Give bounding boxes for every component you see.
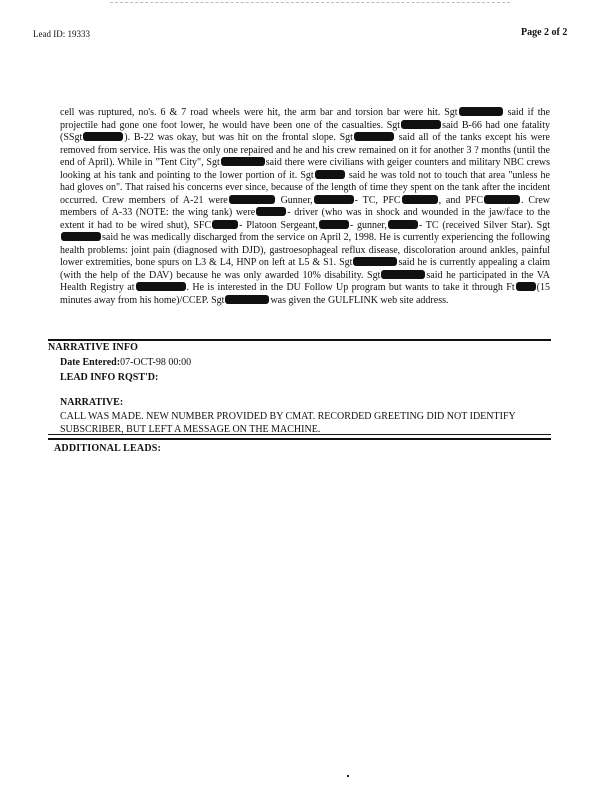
text-segment: said he participated in the VA Health Registry at [60, 269, 550, 293]
section-rule [48, 438, 551, 440]
narrative-label: NARRATIVE: [60, 397, 124, 408]
text-segment: - TC (received Silver Star). Sgt [418, 219, 551, 231]
section-rule [48, 339, 551, 341]
redaction-bar [315, 170, 345, 179]
redaction-bar [388, 220, 418, 229]
text-segment: ). B-22 was okay, but was hit on the frontal slope. Sgt [124, 132, 353, 143]
text-segment: said if the projectile had gone one foot lower, he would have been one of the casualties. Sgt [60, 107, 550, 131]
text-segment: . Crew members of A-33 (NOTE: the wing tank) were [60, 194, 550, 218]
text-segment: cell was ruptured, no's. 6 & 7 road wheels were hit, the arm bar and torsion bar were hit. Sgt [60, 107, 458, 118]
redaction-bar [319, 220, 349, 229]
page-number: Page 2 of 2 [521, 27, 568, 38]
text-segment: - Platoon Sergeant, [239, 219, 318, 231]
redaction-bar [401, 120, 441, 129]
text-segment: said B-66 had one fatality (SSgt [60, 119, 550, 143]
section-rule-thin [48, 434, 551, 435]
lead-body-text [60, 107, 550, 307]
text-segment: Gunner, [275, 194, 313, 206]
redaction-bar [136, 282, 186, 291]
redaction-bar [354, 132, 394, 141]
narrative-info-heading: NARRATIVE INFO [48, 342, 139, 353]
text-segment: said he was told not to touch that area "unless he had gloves on". That raised his concerns ever since, because of the length of time they spent on the tank after the incident occurred. Crew members of A-21 were [60, 169, 550, 206]
redaction-bar [256, 207, 286, 216]
text-segment: - gunner, [349, 219, 387, 231]
redaction-bar [516, 282, 536, 291]
top-edge-line [110, 2, 510, 3]
text-segment: said he is currently appealing a claim (with the help of the DAV) because he was only awarded 10% disability. Sgt [60, 257, 550, 281]
redaction-bar [221, 157, 265, 166]
redaction-bar [381, 270, 425, 279]
date-entered-field [60, 357, 191, 368]
redaction-bar [61, 232, 101, 241]
narrative-text: CALL WAS MADE. NEW NUMBER PROVIDED BY CMAT. RECORDED GREETING DID NOT IDENTIFY SUBSCRIBER, BUT LEFT A MESSAGE ON THE MACHINE. [60, 411, 516, 435]
lead-id: Lead ID: 19333 [33, 29, 90, 39]
date-entered-label: Date Entered: [60, 357, 121, 368]
scan-speck [347, 775, 349, 777]
redaction-bar [402, 195, 438, 204]
redaction-bar [212, 220, 238, 229]
redaction-bar [225, 295, 269, 304]
text-segment: , and PFC [438, 194, 483, 206]
text-segment: was given the GULFLINK web site address. [270, 294, 449, 306]
redaction-bar [314, 195, 354, 204]
text-segment: said there were civilians with geiger counters and military NBC crews looking at his tank and pointing to the lower portion of it. Sgt [60, 157, 550, 181]
additional-leads-heading: ADDITIONAL LEADS: [54, 443, 162, 454]
text-segment: (15 minutes away from his home)/CCEP. Sgt [60, 282, 550, 306]
text-segment: said he was medically discharged from the service on April 2, 1998. He is currently experiencing the following health problems: joint pain (diagnosed with DJD), gastroesophageal reflux disease, discoloration around ankles, painful lower extremities, bone spurs on L3 & L4, HNP on left at L5 & S1. Sgt [60, 232, 550, 268]
text-segment: - driver (who was in shock and wounded in the jaw/face to the extent it had to be wired shut), SFC [60, 207, 550, 231]
text-segment: - TC, PFC [354, 194, 401, 206]
text-segment: said all of the tanks except his were removed from service. His was the only one repaired and he and his crew remained on it for another 3 ? months (until the end of April). While in "Tent City", Sgt [60, 132, 550, 168]
redaction-bar [484, 195, 520, 204]
redaction-bar [83, 132, 123, 141]
text-segment: . He is interested in the DU Follow Up program but wants to take it through Ft [186, 282, 515, 293]
date-entered-value: 07-OCT-98 00:00 [120, 357, 192, 368]
redaction-bar [459, 107, 503, 116]
redaction-bar [353, 257, 397, 266]
redaction-bar [229, 195, 275, 204]
lead-info-requested-label: LEAD INFO RQST'D: [60, 372, 159, 383]
